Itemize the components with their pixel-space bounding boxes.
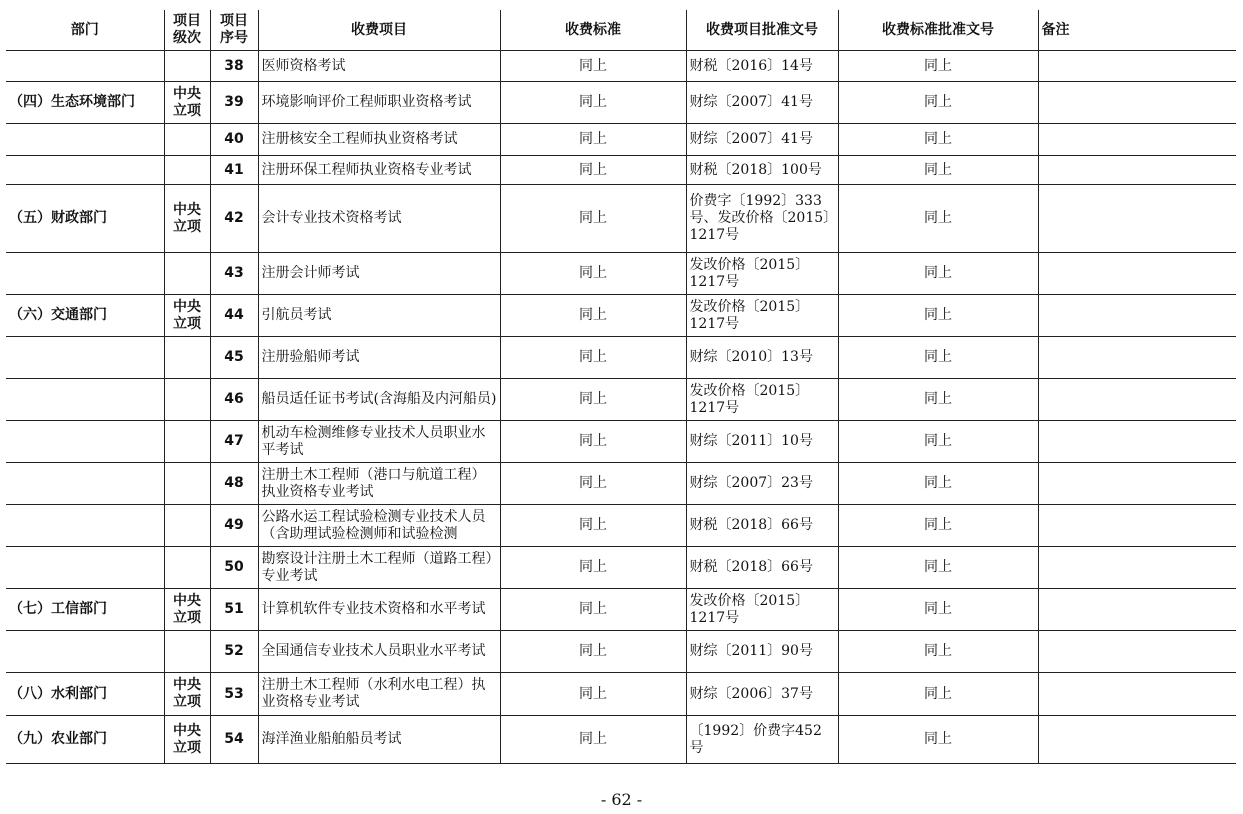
std-cell: 同上 [500,124,686,156]
seq-cell: 50 [210,547,258,589]
dept-cell: （四）生态环境部门 [6,82,164,124]
seq-cell: 40 [210,124,258,156]
seq-cell: 54 [210,716,258,764]
table-row [6,156,1236,185]
dept-cell [6,505,164,547]
doc-cell: 财综〔2007〕41号 [686,124,838,156]
std-cell: 同上 [500,421,686,463]
table-row [6,337,1236,379]
item-cell: 计算机软件专业技术资格和水平考试 [258,589,500,631]
docstd-cell: 同上 [838,185,1038,253]
std-cell: 同上 [500,51,686,82]
table-row [6,505,1236,547]
level-cell [164,421,210,463]
seq-cell: 48 [210,463,258,505]
level-cell: 中央立项 [164,716,210,764]
docstd-cell: 同上 [838,379,1038,421]
header-doc: 收费项目批准文号 [686,10,838,51]
doc-cell: 财综〔2010〕13号 [686,337,838,379]
std-cell: 同上 [500,547,686,589]
item-cell: 引航员考试 [258,295,500,337]
docstd-cell: 同上 [838,51,1038,82]
doc-cell: 财税〔2016〕14号 [686,51,838,82]
docstd-cell: 同上 [838,631,1038,673]
seq-cell: 42 [210,185,258,253]
item-cell: 注册会计师考试 [258,253,500,295]
dept-cell: （八）水利部门 [6,673,164,716]
header-std: 收费标准 [500,10,686,51]
docstd-cell: 同上 [838,253,1038,295]
docstd-cell: 同上 [838,337,1038,379]
docstd-cell: 同上 [838,124,1038,156]
remark-cell [1038,51,1236,82]
item-cell: 注册核安全工程师执业资格考试 [258,124,500,156]
dept-cell [6,379,164,421]
level-cell: 中央立项 [164,82,210,124]
remark-cell [1038,82,1236,124]
remark-cell [1038,547,1236,589]
header-level: 项目级次 [164,10,210,51]
level-cell [164,253,210,295]
remark-cell [1038,673,1236,716]
remark-cell [1038,716,1236,764]
level-cell [164,631,210,673]
remark-cell [1038,379,1236,421]
doc-cell: 发改价格〔2015〕1217号 [686,589,838,631]
seq-cell: 46 [210,379,258,421]
seq-cell: 51 [210,589,258,631]
fee-table [6,10,1236,764]
level-cell [164,337,210,379]
seq-cell: 43 [210,253,258,295]
doc-cell: 发改价格〔2015〕1217号 [686,253,838,295]
item-cell: 勘察设计注册土木工程师（道路工程）专业考试 [258,547,500,589]
table-row [6,589,1236,631]
dept-cell: （五）财政部门 [6,185,164,253]
std-cell: 同上 [500,716,686,764]
header-seq: 项目序号 [210,10,258,51]
header-row [6,10,1236,51]
docstd-cell: 同上 [838,716,1038,764]
docstd-cell: 同上 [838,463,1038,505]
dept-cell [6,337,164,379]
std-cell: 同上 [500,673,686,716]
level-cell [164,547,210,589]
level-cell [164,124,210,156]
remark-cell [1038,337,1236,379]
level-cell: 中央立项 [164,589,210,631]
dept-cell [6,421,164,463]
dept-cell [6,253,164,295]
level-cell [164,379,210,421]
doc-cell: 财税〔2018〕66号 [686,505,838,547]
doc-cell: 发改价格〔2015〕1217号 [686,295,838,337]
seq-cell: 45 [210,337,258,379]
item-cell: 环境影响评价工程师职业资格考试 [258,82,500,124]
item-cell: 医师资格考试 [258,51,500,82]
table-row [6,716,1236,764]
dept-cell [6,631,164,673]
table-row [6,185,1236,253]
table-row [6,673,1236,716]
item-cell: 注册验船师考试 [258,337,500,379]
remark-cell [1038,253,1236,295]
std-cell: 同上 [500,185,686,253]
std-cell: 同上 [500,379,686,421]
doc-cell: 财综〔2011〕10号 [686,421,838,463]
item-cell: 注册土木工程师（港口与航道工程）执业资格专业考试 [258,463,500,505]
doc-cell: 财综〔2007〕41号 [686,82,838,124]
remark-cell [1038,185,1236,253]
level-cell: 中央立项 [164,185,210,253]
dept-cell: （七）工信部门 [6,589,164,631]
docstd-cell: 同上 [838,421,1038,463]
std-cell: 同上 [500,156,686,185]
level-cell: 中央立项 [164,295,210,337]
dept-cell [6,51,164,82]
seq-cell: 53 [210,673,258,716]
seq-cell: 52 [210,631,258,673]
table-row [6,421,1236,463]
remark-cell [1038,295,1236,337]
doc-cell: 财税〔2018〕100号 [686,156,838,185]
std-cell: 同上 [500,631,686,673]
doc-cell: 财综〔2011〕90号 [686,631,838,673]
table-row [6,295,1236,337]
level-cell: 中央立项 [164,673,210,716]
table-row [6,253,1236,295]
item-cell: 全国通信专业技术人员职业水平考试 [258,631,500,673]
docstd-cell: 同上 [838,547,1038,589]
remark-cell [1038,463,1236,505]
remark-cell [1038,124,1236,156]
remark-cell [1038,589,1236,631]
seq-cell: 44 [210,295,258,337]
std-cell: 同上 [500,253,686,295]
std-cell: 同上 [500,337,686,379]
doc-cell: 〔1992〕价费字452号 [686,716,838,764]
item-cell: 海洋渔业船舶船员考试 [258,716,500,764]
seq-cell: 38 [210,51,258,82]
docstd-cell: 同上 [838,156,1038,185]
header-dept: 部门 [6,10,164,51]
level-cell [164,51,210,82]
table-row [6,631,1236,673]
std-cell: 同上 [500,505,686,547]
seq-cell: 39 [210,82,258,124]
remark-cell [1038,421,1236,463]
dept-cell [6,463,164,505]
table-row [6,379,1236,421]
std-cell: 同上 [500,82,686,124]
dept-cell: （九）农业部门 [6,716,164,764]
doc-cell: 财税〔2018〕66号 [686,547,838,589]
item-cell: 注册土木工程师（水利水电工程）执业资格专业考试 [258,673,500,716]
dept-cell [6,124,164,156]
std-cell: 同上 [500,295,686,337]
doc-cell: 发改价格〔2015〕1217号 [686,379,838,421]
header-remark: 备注 [1038,10,1236,51]
seq-cell: 41 [210,156,258,185]
doc-cell: 价费字〔1992〕333号、发改价格〔2015〕1217号 [686,185,838,253]
item-cell: 会计专业技术资格考试 [258,185,500,253]
table-row [6,82,1236,124]
remark-cell [1038,631,1236,673]
level-cell [164,463,210,505]
item-cell: 注册环保工程师执业资格专业考试 [258,156,500,185]
dept-cell [6,547,164,589]
table-row [6,463,1236,505]
header-item: 收费项目 [258,10,500,51]
dept-cell [6,156,164,185]
doc-cell: 财综〔2007〕23号 [686,463,838,505]
level-cell [164,156,210,185]
docstd-cell: 同上 [838,505,1038,547]
docstd-cell: 同上 [838,295,1038,337]
header-docstd: 收费标准批准文号 [838,10,1038,51]
seq-cell: 49 [210,505,258,547]
item-cell: 船员适任证书考试(含海船及内河船员) [258,379,500,421]
docstd-cell: 同上 [838,82,1038,124]
docstd-cell: 同上 [838,673,1038,716]
dept-cell: （六）交通部门 [6,295,164,337]
item-cell: 公路水运工程试验检测专业技术人员（含助理试验检测师和试验检测 [258,505,500,547]
table-row [6,124,1236,156]
page-number: - 62 - [600,790,643,809]
doc-cell: 财综〔2006〕37号 [686,673,838,716]
level-cell [164,505,210,547]
seq-cell: 47 [210,421,258,463]
remark-cell [1038,505,1236,547]
item-cell: 机动车检测维修专业技术人员职业水平考试 [258,421,500,463]
std-cell: 同上 [500,589,686,631]
table-row [6,51,1236,82]
remark-cell [1038,156,1236,185]
std-cell: 同上 [500,463,686,505]
docstd-cell: 同上 [838,589,1038,631]
table-row [6,547,1236,589]
